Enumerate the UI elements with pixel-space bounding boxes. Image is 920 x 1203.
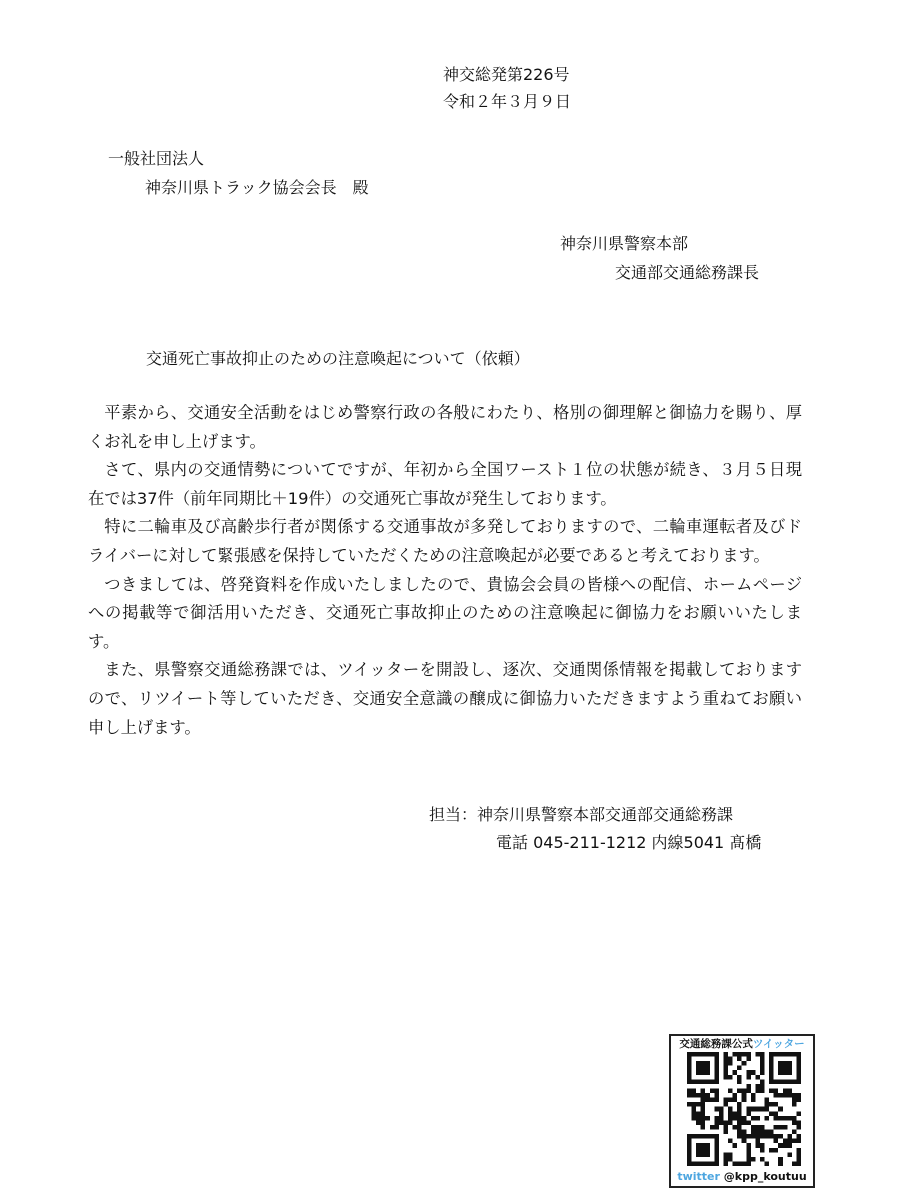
body-paragraph: 平素から、交通安全活動をはじめ警察行政の各般にわたり、格別の御理解と御協力を賜り、厚くお礼を申し上げます。 xyxy=(88,403,802,451)
sender-org: 神奈川県警察本部 xyxy=(560,234,689,253)
contact-person: 担当：神奈川県警察本部交通部交通総務課 xyxy=(429,805,734,824)
twitter-qr-box xyxy=(669,1034,815,1188)
body-paragraph: つきましては、啓発資料を作成いたしましたので、貴協会会員の皆様への配信、ホームページへの掲載等で御活用いただき、交通死亡事故抑止のための注意喚起に御協力をお願いいたします。 xyxy=(88,574,802,651)
body-paragraph: さて、県内の交通情勢についてですが、年初から全国ワースト１位の状態が続き、３月５日現在では37件（前年同期比＋19件）の交通死亡事故が発生しております。 xyxy=(88,460,802,508)
document-title: 交通死亡事故抑止のための注意喚起について（依頼） xyxy=(146,349,530,368)
qr-code-icon[interactable] xyxy=(687,1052,801,1166)
contact-phone: 電話 045-211-1212 内線5041 髙橋 xyxy=(496,833,762,852)
recipient-name: 神奈川県トラック協会会長 殿 xyxy=(145,178,369,197)
document-number: 神交総発第226号 xyxy=(443,65,570,84)
recipient-org-type: 一般社団法人 xyxy=(108,149,205,168)
sender-dept: 交通部交通総務課長 xyxy=(615,263,760,282)
body-text xyxy=(88,399,802,742)
document-date: 令和２年３月９日 xyxy=(443,92,572,111)
body-paragraph: また、県警察交通総務課では、ツイッターを開設し、逐次、交通関係情報を掲載しておりますので、リツイート等していただき、交通安全意識の醸成に御協力いただきますよう重ねてお願い申し上げます。 xyxy=(88,660,802,737)
body-paragraph: 特に二輪車及び高齢歩行者が関係する交通事故が多発しておりますので、二輪車運転者及びドライバーに対して緊張感を保持していただくための注意喚起が必要であると考えております。 xyxy=(88,517,802,565)
twitter-handle: twitter @kpp_koutuu xyxy=(677,1170,807,1183)
qr-title: 交通総務課公式ツイッター xyxy=(679,1038,805,1050)
